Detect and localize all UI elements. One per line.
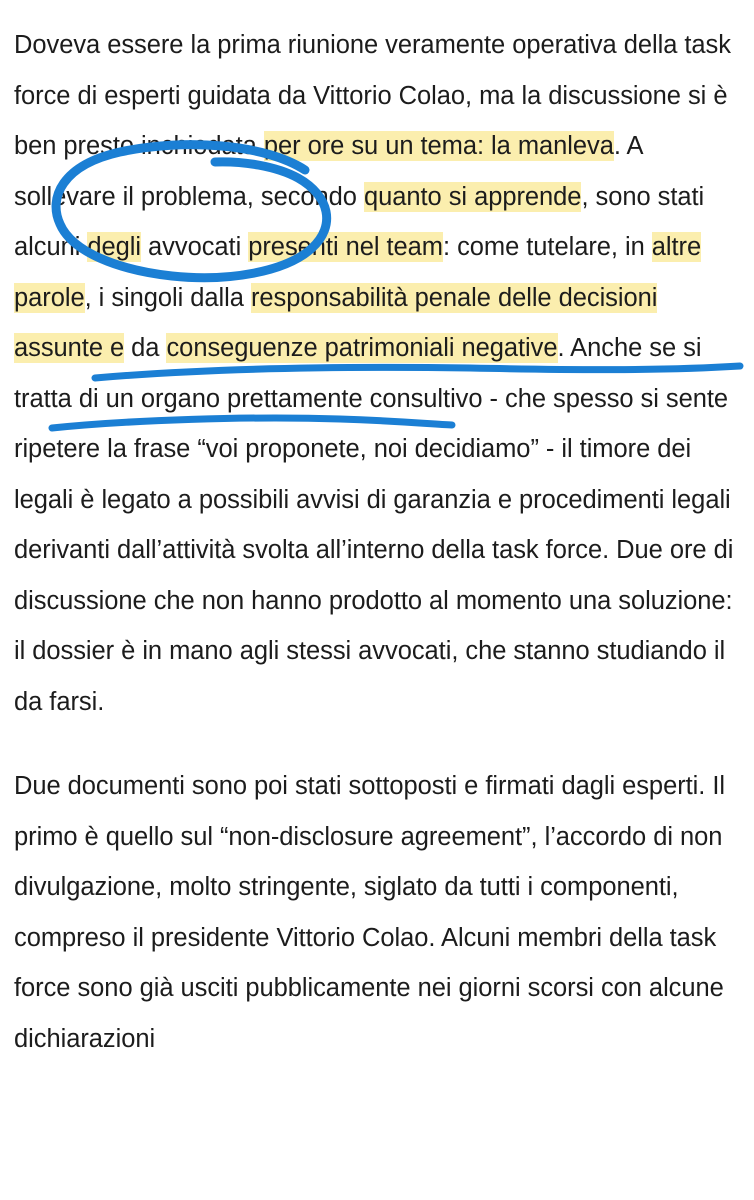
- text-run: , i singoli dalla: [84, 283, 251, 312]
- highlighted-run: presenti nel team: [248, 233, 443, 261]
- paragraph-2: [14, 761, 740, 1064]
- text-run: , sono stati alcuni: [14, 182, 705, 261]
- text-run: Due documenti sono poi stati sottoposti e firmati dagli esperti. Il primo è quello sul “non-disclosure agreement”, l’accordo di non divulgazione, molto stringente, siglato da tutti i componenti, compreso il presidente Vittorio Colao. Alcuni membri della task force sono già usciti pubblicamente nei giorni scorsi con alcune dichiarazioni: [14, 772, 726, 1053]
- highlighted-run: degli: [87, 233, 142, 261]
- text-run: . Anche se si tratta di un organo prettamente consultivo - che spesso si sente ripetere la frase “voi proponete, noi decidiamo” - il timore dei legali è legato a possibili avvisi di garanzia e procedimenti legali derivanti dall’attività svolta all’interno della task force. Due ore di discussione che non hanno prodotto al momento una soluzione: il dossier è in mano agli stessi avvocati, che stanno studiando il da farsi.: [14, 334, 734, 716]
- highlighted-run: per ore su un tema: la manleva: [263, 132, 614, 160]
- text-run: Doveva essere la prima riunione veramente operativa della task force di esperti guidata da Vittorio Colao, ma la discussione si è ben presto inchiodata: [14, 31, 731, 160]
- text-run: avvocati: [141, 233, 249, 261]
- text-run: da: [124, 334, 167, 362]
- paragraph-1: [14, 20, 740, 727]
- highlighted-run: responsabilità penale delle decisioni assunte e: [14, 283, 658, 362]
- highlighted-run: quanto si apprende: [363, 182, 582, 211]
- highlighted-run: conseguenze patrimoniali negative: [166, 334, 558, 362]
- highlighted-run: altre parole: [14, 233, 702, 312]
- text-run: : come tutelare, in: [443, 233, 652, 261]
- text-run: . A sollevare il problema, secondo: [14, 132, 643, 211]
